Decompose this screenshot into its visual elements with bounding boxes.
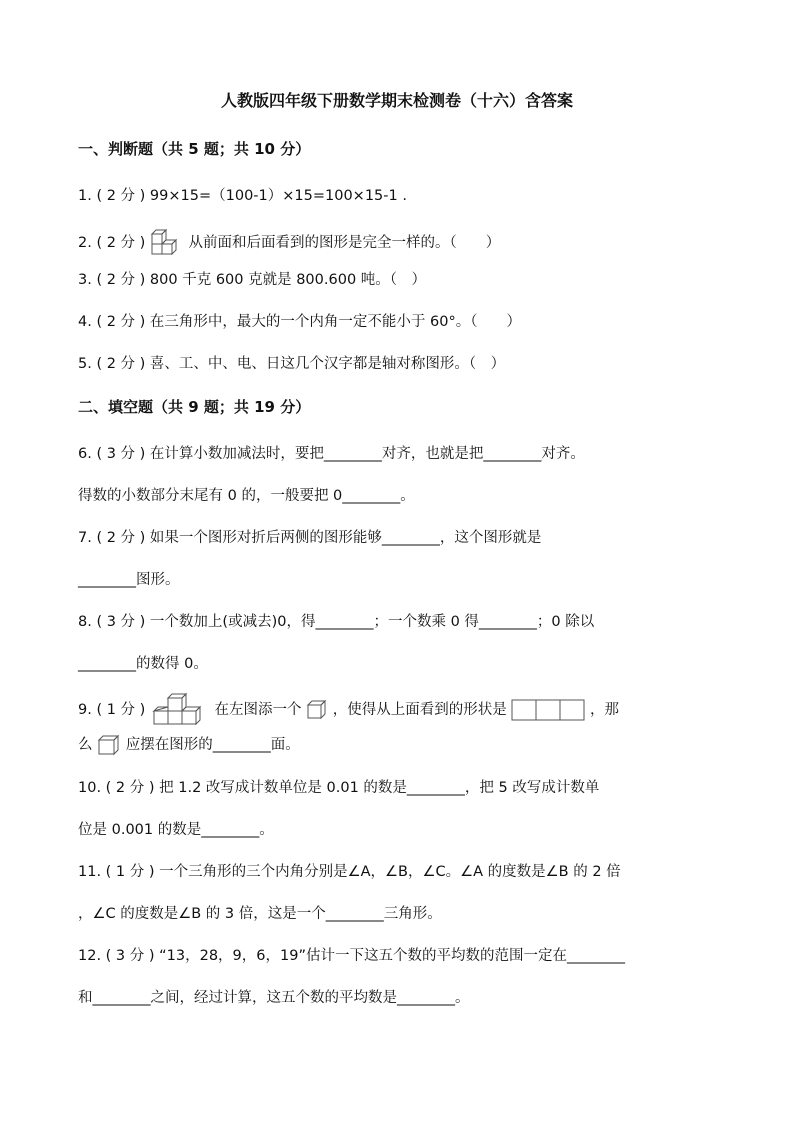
question-12-line-1: 12. ( 3 分 ) “13，28，9，6，19”估计一下这五个数的平均数的范围一定在________: [78, 948, 625, 964]
question-9-text-5: 应摆在图形的________面。: [125, 737, 300, 753]
question-8-line-2: ________的数得 0。: [78, 656, 208, 672]
cube-arrangement-icon: [150, 692, 210, 728]
section-heading-fill: 二、填空题（共 9 题；共 19 分）: [78, 398, 311, 416]
question-9-text-4: 么: [78, 737, 93, 753]
question-10-line-2: 位是 0.001 的数是________。: [78, 822, 274, 838]
question-11-line-2: ，∠C 的度数是∠B 的 3 倍，这是一个________三角形。: [78, 906, 442, 922]
question-3: 3. ( 2 分 ) 800 千克 600 克就是 800.600 吨。（ ）: [78, 272, 427, 288]
question-6-line-1: 6. ( 3 分 ) 在计算小数加减法时，要把________对齐，也就是把________对齐。: [78, 446, 585, 462]
question-9-text-1: 在左图添一个: [214, 702, 302, 718]
question-10-line-1: 10. ( 2 分 ) 把 1.2 改写成计数单位是 0.01 的数是________，把 5 改写成计数单: [78, 780, 600, 796]
question-7-line-2: ________图形。: [78, 572, 180, 588]
top-view-squares-icon: [511, 699, 585, 721]
question-7-line-1: 7. ( 2 分 ) 如果一个图形对折后两侧的图形能够________，这个图形就是: [78, 530, 542, 546]
question-4: 4. ( 2 分 ) 在三角形中，最大的一个内角一定不能小于 60°。（ ）: [78, 314, 521, 330]
question-1: 1. ( 2 分 ) 99×15=（100-1）×15=100×15-1 .: [78, 188, 407, 204]
question-9-text-2: ，使得从上面看到的形状是: [332, 702, 507, 718]
question-2-text: 从前面和后面看到的图形是完全一样的。（ ）: [188, 235, 501, 251]
question-12-line-2: 和________之间，经过计算，这五个数的平均数是________。: [78, 990, 470, 1006]
question-2-prefix: 2. ( 2 分 ): [78, 235, 146, 251]
question-5: 5. ( 2 分 ) 喜、工、中、电、日这几个汉字都是轴对称图形。（ ）: [78, 356, 506, 372]
question-6-line-2: 得数的小数部分末尾有 0 的，一般要把 0________。: [78, 488, 415, 504]
question-9-prefix: 9. ( 1 分 ): [78, 702, 146, 718]
single-cube-icon: [97, 734, 121, 756]
question-9-text-3: ，那: [589, 702, 619, 718]
section-heading-judgment: 一、判断题（共 5 题；共 10 分）: [78, 140, 311, 158]
question-2: [78, 228, 500, 258]
single-cube-icon: [306, 699, 328, 721]
question-9-line-2: [78, 734, 300, 756]
page-title: 人教版四年级下册数学期末检测卷（十六）含答案: [220, 91, 573, 110]
cube-stack-icon: [150, 228, 184, 258]
question-8-line-1: 8. ( 3 分 ) 一个数加上(或减去)0，得________；一个数乘 0 得________；0 除以: [78, 614, 595, 630]
question-9-line-1: [78, 692, 619, 728]
question-11-line-1: 11. ( 1 分 ) 一个三角形的三个内角分别是∠A，∠B，∠C。∠A 的度数是∠B 的 2 倍: [78, 864, 621, 880]
